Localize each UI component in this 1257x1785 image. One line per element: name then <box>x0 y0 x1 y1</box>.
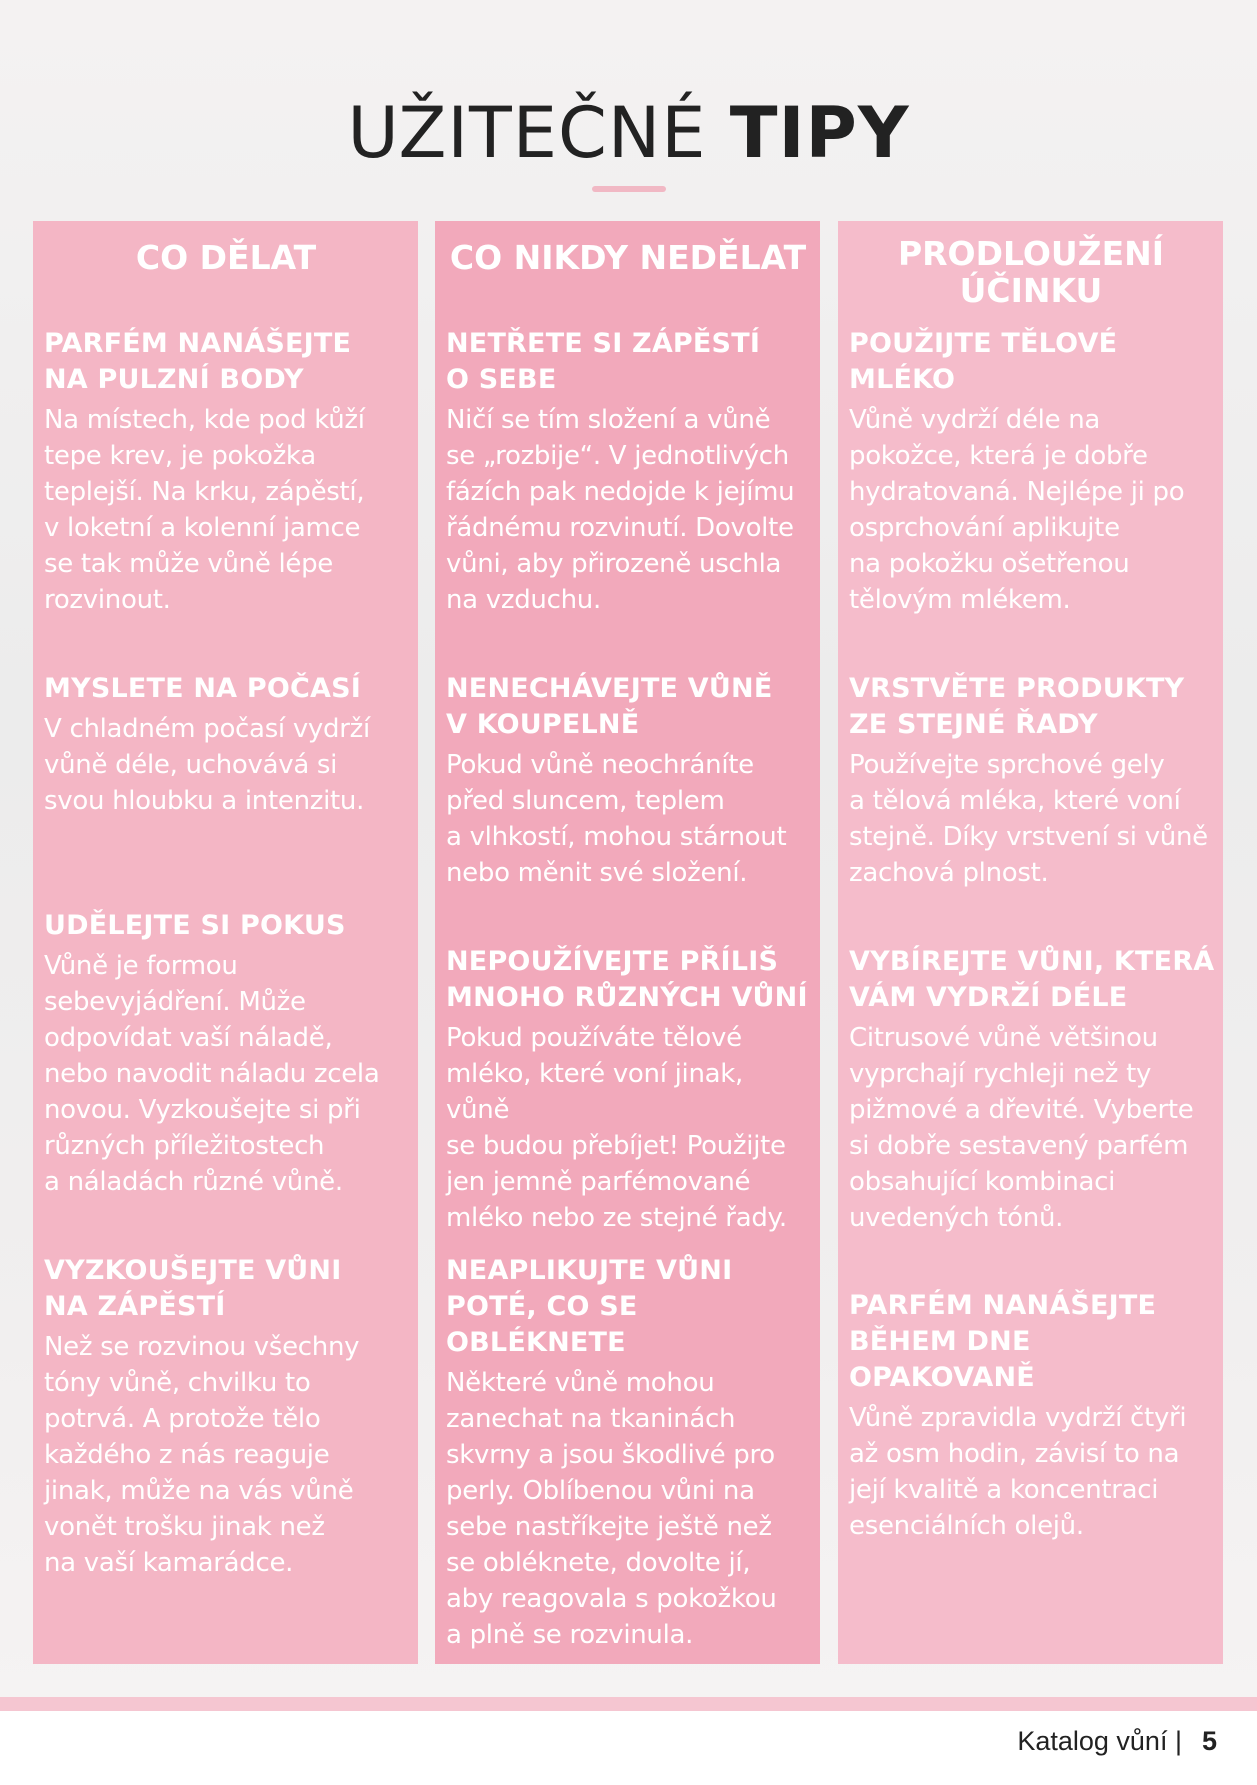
tip-body: Ničí se tím složení a vůně se „rozbije“. V jednotlivých fázích pak nedojde k jejímu řádnému rozvinutí. Dovolte vůni, aby přirozeně uschla na vzduchu. <box>446 405 795 615</box>
tip-title: MYSLETE NA POČASÍ <box>44 673 362 704</box>
tip-body: Pokud vůně neochráníte před sluncem, teplem a vlhkostí, mohou stárnout nebo měnit své složení. <box>446 750 787 888</box>
tip-body: Na místech, kde pod kůží tepe krev, je pokožka teplejší. Na krku, zápěstí, v loketní a kolenní jamce se tak může vůně lépe rozvinout. <box>44 405 365 615</box>
tip-title: NETŘETE SI ZÁPĚSTÍ O SEBE <box>446 328 761 395</box>
tip-section <box>849 671 1217 891</box>
tip-title: NEAPLIKUJTE VŮNI POTÉ, CO SE OBLÉKNETE <box>446 1255 733 1358</box>
tip-title: PARFÉM NANÁŠEJTE BĚHEM DNE OPAKOVANĚ <box>849 1290 1157 1393</box>
tip-body: V chladném počasí vydrží vůně déle, uchovává si svou hloubku a intenzitu. <box>44 714 370 816</box>
tip-section <box>44 671 412 819</box>
tip-section <box>446 944 814 1236</box>
catalog-label: Katalog vůní | <box>1017 1726 1182 1756</box>
tip-title: NENECHÁVEJTE VŮNĚ V KOUPELNĚ <box>446 673 773 740</box>
tip-title: VRSTVĚTE PRODUKTY ZE STEJNÉ ŘADY <box>849 673 1185 740</box>
page-number: 5 <box>1201 1726 1217 1756</box>
page-title <box>0 92 1257 174</box>
tip-section <box>44 326 412 618</box>
tip-body: Vůně je formou sebevyjádření. Může odpovídat vaší náladě, nebo navodit náladu zcela novou. Vyzkoušejte si při různých příležitostech a náladách různé vůně. <box>44 951 380 1197</box>
tip-body: Citrusové vůně většinou vyprchají rychleji než ty pižmové a dřevité. Vyberte si dobře sestavený parfém obsahující kombinaci uvedených tónů. <box>849 1023 1194 1233</box>
tip-body: Vůně vydrží déle na pokožce, která je dobře hydratovaná. Nejlépe ji po osprchování aplikujte na pokožku ošetřenou tělovým mlékem. <box>849 405 1185 615</box>
tip-body: Pokud používáte tělové mléko, které voní jinak, vůně se budou přebíjet! Použijte jen jemně parfémované mléko nebo ze stejné řady. <box>446 1023 787 1233</box>
column-heading: CO DĚLAT <box>135 238 317 277</box>
tip-title: UDĚLEJTE SI POKUS <box>44 910 346 941</box>
tip-body: Než se rozvinou všechny tóny vůně, chvilku to potrvá. A protože tělo každého z nás reaguje jinak, může na vás vůně vonět trošku jinak než na vaší kamarádce. <box>44 1332 360 1578</box>
tip-section <box>849 944 1217 1236</box>
tip-title: NEPOUŽÍVEJTE PŘÍLIŠ MNOHO RŮZNÝCH VŮNÍ <box>446 946 808 1013</box>
tip-section <box>446 671 814 891</box>
page-footer <box>1017 1726 1217 1757</box>
column-heading: CO NIKDY NEDĚLAT <box>449 238 807 277</box>
tip-title: VYBÍREJTE VŮNI, KTERÁ VÁM VYDRŽÍ DÉLE <box>849 946 1215 1013</box>
page-title-light: UŽITEČNÉ <box>347 92 707 174</box>
tip-title: POUŽIJTE TĚLOVÉ MLÉKO <box>849 328 1118 395</box>
tip-section <box>849 326 1217 618</box>
tip-body: Vůně zpravidla vydrží čtyři až osm hodin, závisí to na její kvalitě a koncentraci esenciálních olejů. <box>849 1403 1187 1541</box>
tip-section <box>446 326 814 618</box>
column-co-nikdy-nedelat <box>435 221 820 1664</box>
title-underline <box>592 186 666 192</box>
tip-title: VYZKOUŠEJTE VŮNI NA ZÁPĚSTÍ <box>44 1255 342 1322</box>
page-title-bold: TIPY <box>729 92 910 174</box>
column-heading: PRODLOUŽENÍ ÚČINKU <box>897 234 1165 310</box>
tip-title: PARFÉM NANÁŠEJTE NA PULZNÍ BODY <box>44 328 352 395</box>
footer-band <box>0 1697 1257 1711</box>
tip-section <box>446 1253 814 1653</box>
tip-section <box>849 1288 1217 1544</box>
column-prodlouzeni-ucinku <box>838 221 1223 1664</box>
tip-section <box>44 908 412 1200</box>
column-co-delat <box>33 221 418 1664</box>
tip-body: Používejte sprchové gely a tělová mléka, které voní stejně. Díky vrstvení si vůně zachová plnost. <box>849 750 1208 888</box>
tip-body: Některé vůně mohou zanechat na tkaninách skvrny a jsou škodlivé pro perly. Oblíbenou vůni na sebe nastříkejte ještě než se obléknete, dovolte jí, aby reagovala s pokožkou a plně se rozvinula. <box>446 1368 777 1650</box>
tip-section <box>44 1253 412 1581</box>
